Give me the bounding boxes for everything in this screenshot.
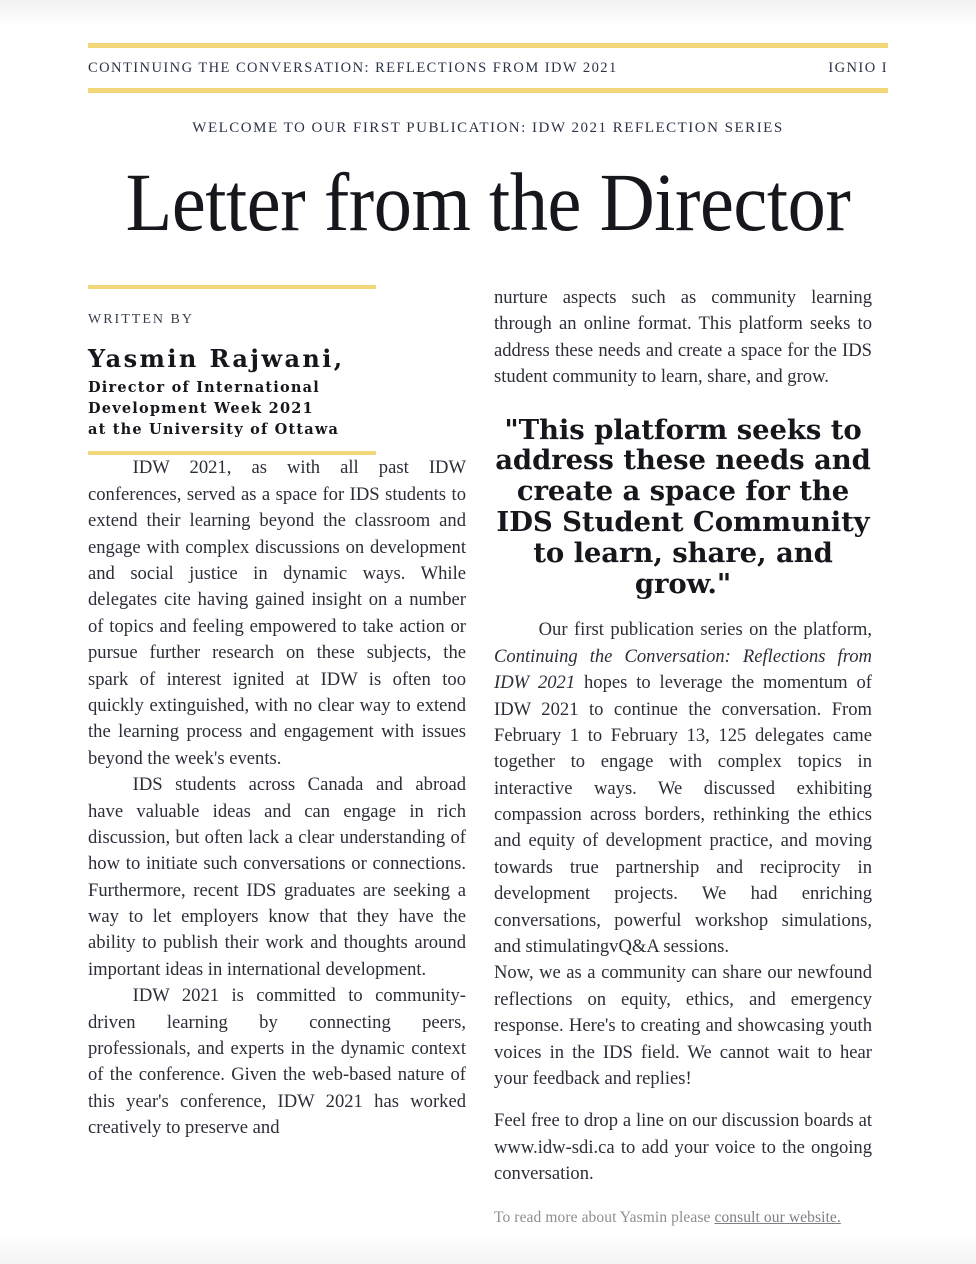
publication-series-title: Continuing the Conversation: Reflections from IDW 2021 bbox=[494, 645, 872, 694]
running-header bbox=[88, 43, 888, 93]
header-rule-bottom bbox=[88, 88, 888, 93]
written-by-label: WRITTEN BY bbox=[88, 312, 194, 327]
paragraph-spacer bbox=[494, 1092, 872, 1108]
author-role-line-2: Development Week 2021 bbox=[88, 400, 314, 418]
author-role bbox=[88, 377, 466, 440]
right-paragraph-2 bbox=[494, 617, 872, 960]
left-column bbox=[88, 285, 466, 1227]
footnote bbox=[494, 1209, 872, 1227]
footnote-website-link[interactable]: consult our website. bbox=[714, 1208, 841, 1226]
page-bottom-edge-wash bbox=[0, 1234, 976, 1264]
right-paragraph-3: Now, we as a community can share our newfound reflections on equity, ethics, and emergency response. Here's to creating and showcasing youth voices in the IDS field. We cannot wait to hear your feedback and replies! bbox=[494, 962, 872, 1089]
author-role-line-1: Director of International bbox=[88, 379, 320, 397]
right-paragraph-2-rest: hopes to leverage the momentum of IDW 2021 to continue the conversation. From February 1 to February 13, 125 delegates came together to engage with complex topics in interactive ways. We discussed exhibiting compassion across borders, rethinking the ethics and equity of development practice, and moving towards true partnership and reciprocity in development projects. We had enriching conversations, powerful workshop simulations, and stimulatingvQ&A sessions. bbox=[494, 672, 872, 958]
article-columns bbox=[88, 285, 888, 1227]
left-paragraph-2: IDS students across Canada and abroad have valuable ideas and can engage in rich discussion, but often lack a clear understanding of how to initiate such conversations or connections. Furthermore, recent IDS graduates are seeking a way to let employers know that they have the ability to publish their work and thoughts around important ideas in international development. bbox=[88, 774, 466, 980]
page-title: Letter from the Director bbox=[125, 156, 851, 248]
running-header-title: CONTINUING THE CONVERSATION: REFLECTIONS FROM IDW 2021 bbox=[88, 59, 618, 76]
right-paragraph-2-lead: Our first publication series on the platform, bbox=[538, 619, 872, 641]
right-column bbox=[494, 285, 872, 1227]
running-header-row bbox=[88, 48, 888, 88]
kicker-line: WELCOME TO OUR FIRST PUBLICATION: IDW 2021 REFLECTION SERIES bbox=[192, 120, 784, 136]
right-paragraph-1: nurture aspects such as community learning through an online format. This platform seeks to address these needs and create a space for the IDS student community to learn, share, and grow. bbox=[494, 287, 872, 388]
left-paragraph-3: IDW 2021 is committed to community-driven learning by connecting peers, professionals, and experts in the dynamic context of the conference. Given the web-based nature of this year's conference, IDW 2021 has worked creatively to preserve and bbox=[88, 985, 466, 1139]
author-role-line-3: at the University of Ottawa bbox=[88, 421, 340, 439]
author-name: Yasmin Rajwani, bbox=[88, 344, 345, 373]
right-paragraph-4: Feel free to drop a line on our discussion boards at www.idw-sdi.ca to add your voice to the ongoing conversation. bbox=[494, 1110, 872, 1185]
byline-rule-top bbox=[88, 285, 376, 289]
running-header-issue: IGNIO I bbox=[828, 59, 888, 76]
left-paragraph-1: IDW 2021, as with all past IDW conferences, served as a space for IDS students to extend their learning beyond the classroom and engage with complex discussions on development and social justice in dynamic ways. While delegates cite having gained insight on a number of topics and feeling empowered to take action or pursue further research on these subjects, the spark of interest ignited at IDW is often too quickly extinguished, with no clear way to extend the learning process and engagement with issues beyond the week's events. bbox=[88, 457, 466, 769]
footnote-text: To read more about Yasmin please bbox=[494, 1208, 715, 1226]
pull-quote: "This platform seeks to address these needs and create a space for the IDS Student Community to learn, share, and grow." bbox=[495, 413, 871, 600]
